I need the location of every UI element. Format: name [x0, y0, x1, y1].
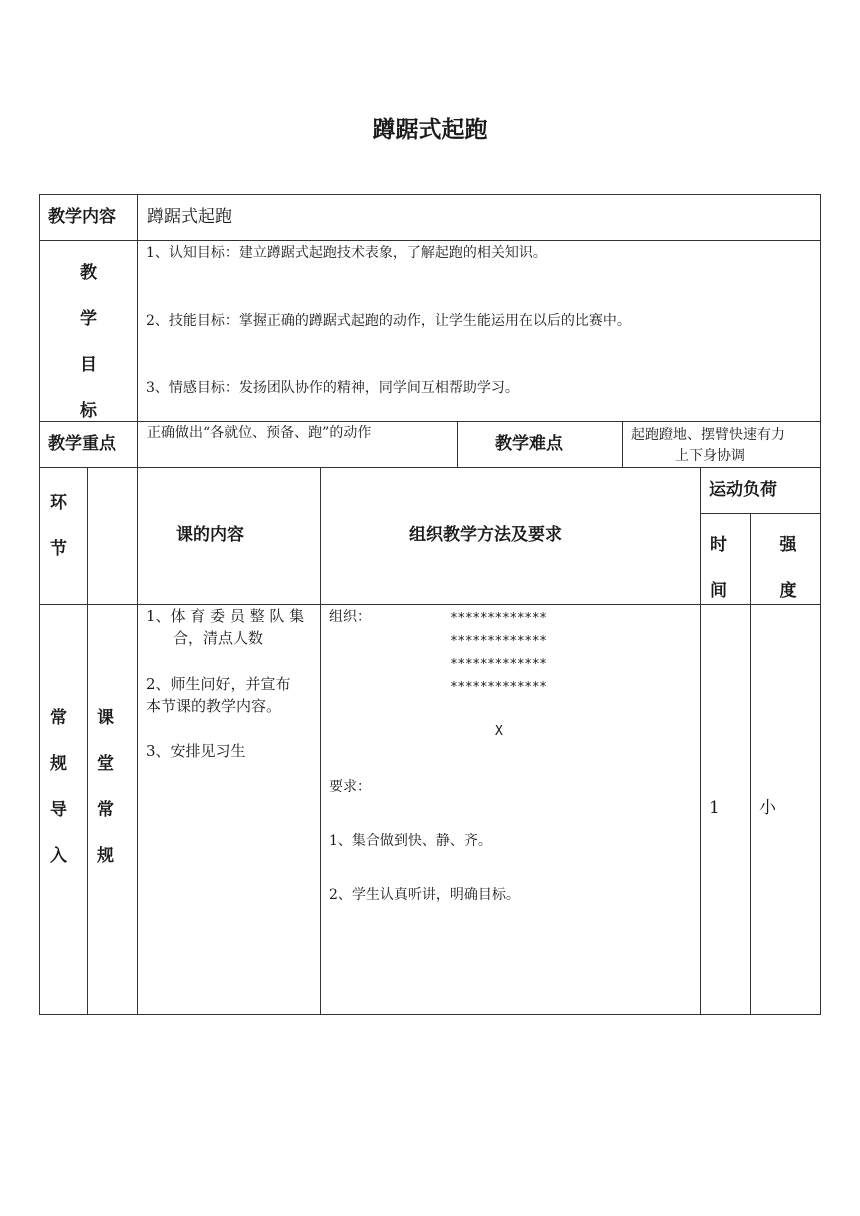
- cell: [137, 194, 821, 241]
- formation-row: *************: [450, 680, 547, 695]
- phase-label: [39, 695, 78, 879]
- exercise-load-header: 运动负荷: [709, 480, 777, 500]
- goal-item: 1、认知目标：建立蹲踞式起跑技术表象，了解起跑的相关知识。: [146, 245, 547, 261]
- lesson-content-header: 课的内容: [176, 525, 244, 545]
- section-char: 课: [97, 708, 114, 728]
- goal-item: 3、情感目标：发扬团队协作的精神，同学间互相帮助学习。: [146, 380, 519, 396]
- formation-row: *************: [450, 611, 547, 626]
- requirement-item: 1、集合做到快、静、齐。: [329, 833, 492, 849]
- cell: [700, 604, 751, 1015]
- header-char: 节: [50, 539, 67, 559]
- student-formation: [450, 607, 547, 699]
- header-char: 强: [779, 535, 797, 555]
- content-item: 2、师生问好，并宣布: [146, 675, 291, 693]
- content-item: 1、体 育 委 员 整 队 集: [146, 607, 305, 625]
- method-header: 组织教学方法及要求: [409, 525, 562, 545]
- intensity-value: 小: [759, 798, 776, 818]
- section-label: [87, 695, 124, 879]
- formation-row: *************: [450, 634, 547, 649]
- header-char: 间: [710, 581, 727, 601]
- teaching-goals-label: [39, 250, 138, 434]
- goal-item: 2、技能目标：掌握正确的蹲踞式起跑的动作，让学生能运用在以后的比赛中。: [146, 313, 631, 329]
- label-char: 学: [80, 309, 97, 329]
- document-title: 蹲踞式起跑: [372, 117, 488, 143]
- teaching-content-label: 教学内容: [48, 207, 116, 227]
- content-item: 本节课的教学内容。: [146, 697, 282, 715]
- content-item: 合，清点人数: [173, 629, 264, 647]
- requirement-item: 2、学生认真听讲，明确目标。: [329, 887, 520, 903]
- formation-row: *************: [450, 657, 547, 672]
- time-header: [700, 522, 737, 614]
- phase-char: 入: [50, 846, 67, 866]
- phase-char: 导: [50, 800, 67, 820]
- content-item: 3、安排见习生: [146, 742, 246, 760]
- cell: [137, 604, 321, 1015]
- label-char: 教: [80, 263, 97, 283]
- teacher-mark: X: [495, 724, 503, 739]
- header-char: 环: [50, 493, 67, 513]
- difficulty-label: 教学难点: [495, 434, 563, 454]
- phase-char: 规: [50, 754, 67, 774]
- organization-label: 组织：: [329, 609, 371, 625]
- intensity-header: [750, 522, 826, 614]
- section-char: 规: [97, 846, 114, 866]
- header-char: 度: [779, 581, 797, 601]
- label-char: 目: [80, 355, 97, 375]
- huanjie-header: [39, 480, 78, 572]
- section-char: 常: [97, 800, 114, 820]
- header-char: 时: [710, 535, 727, 555]
- cell: [87, 467, 138, 605]
- requirements-label: 要求：: [329, 779, 371, 795]
- key-point-label: 教学重点: [48, 434, 116, 454]
- difficulty-value: 上下身协调: [675, 448, 745, 464]
- time-value: 1: [709, 798, 720, 818]
- difficulty-value: 起跑蹬地、摆臂快速有力: [631, 427, 785, 443]
- label-char: 标: [80, 401, 97, 421]
- section-char: 堂: [97, 754, 114, 774]
- teaching-content-value: 蹲踞式起跑: [147, 207, 232, 227]
- phase-char: 常: [50, 708, 67, 728]
- key-point-value: 正确做出“各就位、预备、跑”的动作: [147, 425, 372, 441]
